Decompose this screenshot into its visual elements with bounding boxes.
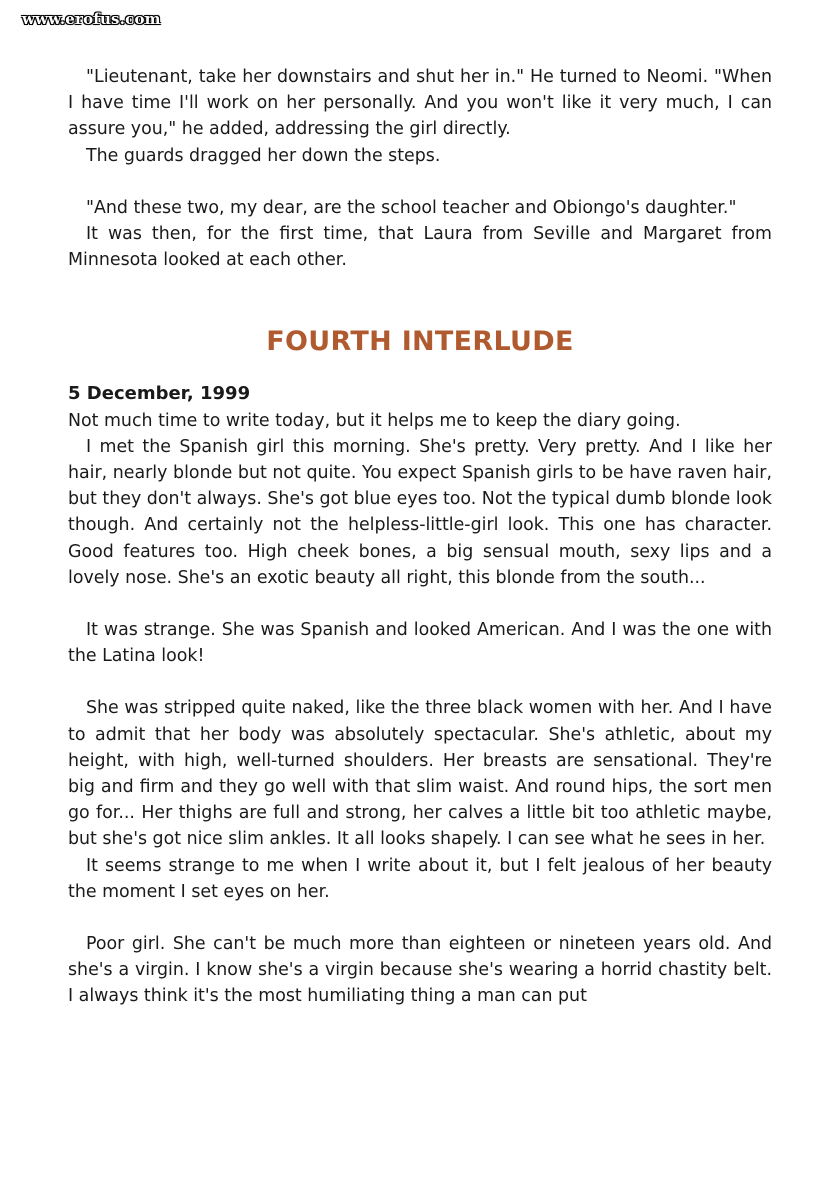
paragraph-poor-girl: Poor girl. She can't be much more than eighteen or nineteen years old. And she's a virgin. I know she's a virgin because she's wearing a horrid chastity belt. I always think it's the most humiliating thing a man can put bbox=[68, 934, 772, 1007]
paragraph-spanish-girl: I met the Spanish girl this morning. She's pretty. Very pretty. And I like her hair, nearly blonde but not quite. You expect Spanish girls to be have raven hair, but they don't always. She's got blue eyes too. Not the typical dumb blonde look though. And certainly not the helpless-little-girl look. This one has character. Good features too. High cheek bones, a big sensual mouth, sexy lips and a lovely nose. She's an exotic beauty all right, this blonde from the south... bbox=[68, 436, 772, 588]
page-body bbox=[68, 64, 772, 1010]
diary-date-heading: 5 December, 1999 bbox=[68, 383, 251, 405]
paragraph-strange: It was strange. She was Spanish and looked American. And I was the one with the Latina look! bbox=[68, 620, 772, 667]
paragraph-gap bbox=[68, 591, 772, 617]
paragraph-stripped: She was stripped quite naked, like the three black women with her. And I have to admit that her body was absolutely spectacular. She's athletic, about my height, with high, well-turned shoulders. Her breasts are sensational. They're big and firm and they go well with that slim waist. And round hips, the sort men go for... Her thighs are full and strong, her calves a little bit too athletic maybe, but she's got nice slim ankles. It all looks shapely. I can see what he sees in her. bbox=[68, 698, 772, 850]
paragraph-lieutenant: "Lieutenant, take her downstairs and shut her in." He turned to Neomi. "When I have time I'll work on her personally. And you won't like it very much, I can assure you," he added, addressing the girl directly. bbox=[68, 67, 772, 140]
paragraph-these-two: "And these two, my dear, are the school teacher and Obiongo's daughter." bbox=[86, 197, 737, 218]
paragraph-jealous: It seems strange to me when I write about it, but I felt jealous of her beauty the moment I set eyes on her. bbox=[68, 855, 772, 902]
chapter-title: FOURTH INTERLUDE bbox=[266, 326, 574, 358]
paragraph-gap bbox=[68, 169, 772, 195]
paragraph-first-time: It was then, for the first time, that Laura from Seville and Margaret from Minnesota looked at each other. bbox=[68, 224, 772, 271]
paragraph-gap bbox=[68, 905, 772, 931]
paragraph-gap bbox=[68, 669, 772, 695]
watermark-logo: www.erofus.com bbox=[22, 10, 161, 28]
paragraph-diary-intro: Not much time to write today, but it helps me to keep the diary going. bbox=[68, 410, 681, 431]
paragraph-guards: The guards dragged her down the steps. bbox=[86, 145, 441, 166]
